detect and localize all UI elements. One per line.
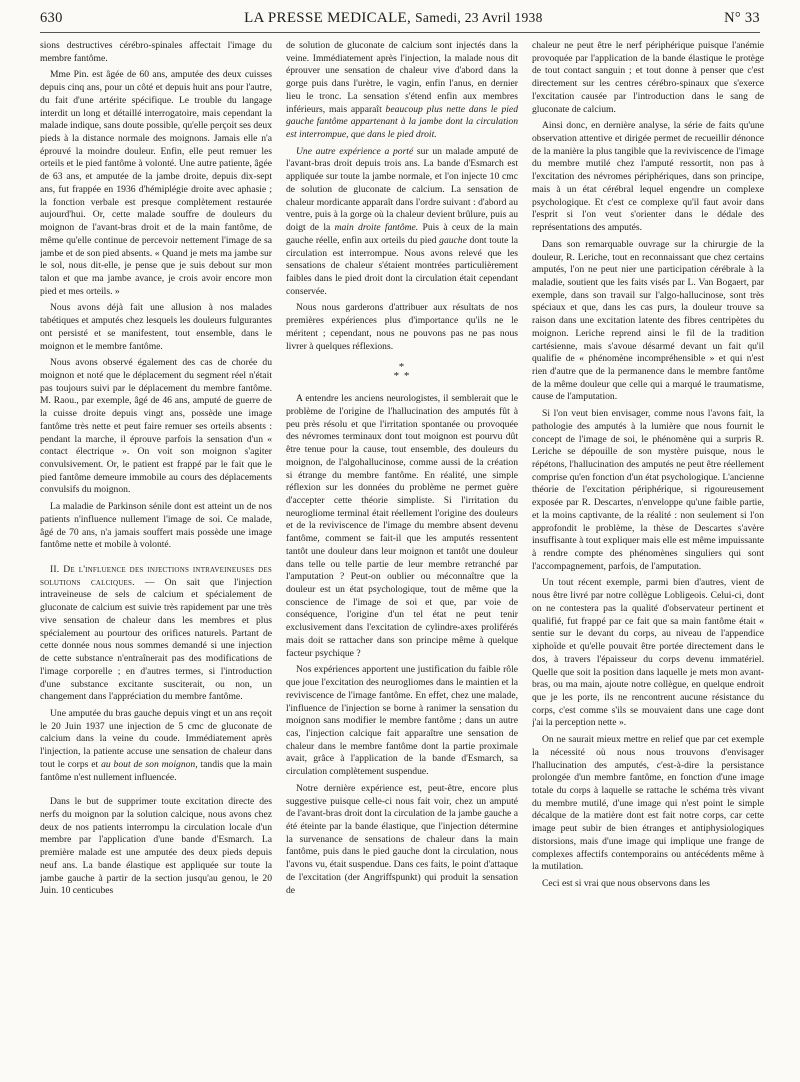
issue-date: Samedi, 23 Avril 1938 (415, 10, 543, 25)
paragraph: Ceci est si vrai que nous observons dans les (542, 878, 710, 889)
column-1 (40, 40, 272, 1076)
column-3 (532, 40, 764, 1076)
paragraph: Nous nous garderons d'attribuer aux résultats de nos premières expériences plus d'importance qu'ils ne le méritent ; cependant, nous ne pouvons pas ne pas nous livrer à quelques réflexions. (286, 302, 518, 352)
page-header (40, 10, 760, 33)
paragraph: Dans le but de supprimer toute excitation directe des nerfs du moignon par la solution calcique, nous avons chez deux de nos patients interrompu la circulation locale d'un membre par l'application d'une bande d'Esmarch. La première malade est une amputée des deux pieds depuis neuf ans. La bande élastique est appliquée sur toute la jambe gauche à partir de la section jusqu'au genou, le 20 Juin. 10 centicubes (40, 796, 272, 897)
paragraph: Une autre expérience a porté sur un malade amputé de l'avant-bras droit depuis trois ans. La bande d'Esmarch est appliquée sur toute la jambe normale, et l'on injecte 10 cmc de solution de gluconate de calcium. La sensation de chaleur mordicante apparaît dans l'ordre suivant : d'abord au ventre, puis à la gorge où la chaleur devient brûlure, puis au doigt de la main droite fantôme. Puis à ceux de la main gauche réelle, enfin aux orteils du pied gauche dont toute la circulation est interrompue. Nous avons relevé que les sensations de chaleur s'étaient montrées particulièrement faibles dans le pied droit dont la circulation était cependant conservée. (286, 145, 518, 297)
section-separator: * * * (393, 361, 411, 383)
journal-name: LA PRESSE MEDICALE, (244, 10, 412, 26)
paragraph: Ainsi donc, en dernière analyse, la série de faits qu'une observation attentive et dirigée permet de recueillir dénonce de la manière la plus tangible que la reviviscence de l'image du membre mutilé chez l'amputé ressortit, non pas à l'excitation des névromes périphériques, dans son principe, mais à un état cérébral lequel engendre un complexe psychologique. Et c'est ce complexe qu'il faut avoir dans l'esprit si l'on veut s'orienter dans le dédale des représentations des amputés. (532, 120, 764, 234)
paragraph: Mme Pin. est âgée de 60 ans, amputée des deux cuisses depuis cinq ans, pour un côté et depuis huit ans pour l'autre, du fait d'une artérite spécifique. Le trouble du langage interdit un long et détaillé interrogatoire, mais cependant la malade indique, sans doute possible, qu'elle perçoit ses deux pieds à la distance normale des moignons. Jamais elle n'a éprouvé la moindre douleur. Enfin, elle peut remuer les orteils et le pied fantôme à volonté. Une autre patiente, âgée de 63 ans, et amputée de la jambe droite, depuis dix-sept ans, fut frappée en 1936 d'hémiplégie droite avec aphasie ; la fonction verbale est presque complètement restaurée aujourd'hui. Or, cette malade souffre de douleurs du moignon de l'avant-bras droit et de la main fantôme, de même qu'elle continue de percevoir nettement l'image de sa jambe et de son pied absents. « Quand je mets ma jambe sur le sol, nous dit-elle, je pense que je suis debout sur mon talon et que ma jambe avance, je crois avoir encore mon pied et mes orteils. » (40, 69, 272, 297)
paragraph: Si l'on veut bien envisager, comme nous l'avons fait, la pathologie des amputés à la lumière que nous fournit le concept de l'image de soi, le phénomène qui a surpris R. Leriche se dépouille de son mystère puisque, nous le répétons, l'hallucination des amputés ne peut être réellement comprise qu'en fonction d'un état psychologique. L'ancienne théorie de l'excitation périphérique, si rigoureusement exposée par R. Descartes, n'enveloppe qu'une faible partie, et la moins captivante, de la réalité : non seulement si l'on approfondit le problème, la thèse de Descartes s'avère insuffisante à tout expliquer mais elle est même impuissante à rendre compte des phénomènes singuliers qui sont l'accompagnement, parfois, de l'amputation. (532, 408, 764, 572)
journal-title (244, 10, 543, 27)
section-paragraph: II. De l'influence des injections intraveineuses des solutions calciques. — On sait que l'injection intraveineuse de sels de calcium et spécialement de gluconate de calcium est suivie très rapidement par une très vive sensation de chaleur dans les membres et plus spécialement au pourtour des orifices naturels. Partant de cette donnée nous nous sommes demandé si une injection de cette substance n'entraînerait pas des modifications de l'image corporelle ; en d'autres termes, si l'introduction d'une substance excitante susciterait, ou non, un changement dans l'appréciation du membre fantôme. (40, 564, 272, 703)
paragraph: Une amputée du bras gauche depuis vingt et un ans reçoit le 20 Juin 1937 une injection de 5 cmc de gluconate de calcium dans la veine du coude. Immédiatement après l'injection, la patiente accuse une sensation de chaleur dans tout le corps et au bout de son moignon, tandis que la main fantôme n'est nullement influencée. (40, 707, 272, 783)
article-columns (40, 40, 766, 1076)
column-2 (286, 40, 518, 1076)
paragraph: chaleur ne peut être le nerf périphérique puisque l'anémie provoquée par l'application de la bande élastique le protège de tout contact sanguin ; et tout donne à penser que c'est directement sur les centres cérébro-spinaux que s'exerce l'excitation causée par l'introduction dans le sang de gluconate de calcium. (532, 40, 764, 115)
paragraph: sions destructives cérébro-spinales affectait l'image du membre fantôme. (40, 40, 272, 64)
paragraph: La maladie de Parkinson sénile dont est atteint un de nos patients n'influence nullement l'image de soi. Ce malade, âgé de 70 ans, n'a jamais souffert mais possède une image fantôme nette et mobile à volonté. (40, 501, 272, 551)
paragraph: Nous avons déjà fait une allusion à nos malades tabétiques et amputés chez lesquels les douleurs fulgurantes ont persisté et se manifestent, tout ensemble, dans le moignon et le membre fantôme. (40, 302, 272, 352)
section-heading: II. De l'influence des injections intraveineuses des solutions calciques. (40, 564, 272, 588)
paragraph: On ne saurait mieux mettre en relief que par cet exemple la nécessité où nous nous trouvons d'envisager l'hallucination des amputés, c'est-à-dire la persistance prolongée d'un membre fantôme, en fonction d'une image totale du corps à laquelle se rattache le schéma très vivant du membre mutilé, d'une image qui n'est point le simple décalque de la matière dont est fait notre corps, car cette image peut subir de bien étranges et antiphysiologiques distorsions, mais d'une image qui implique une frange de complexes affectifs contemporains ou antécédents même à la mutilation. (532, 734, 764, 873)
paragraph: A entendre les anciens neurologistes, il semblerait que le problème de l'origine de l'hallucination des amputés fût à peu près résolu et que l'irritation spontanée ou provoquée des névromes terminaux dont tout moignon est pourvu dût être tenue pour la cause, tout ensemble, des douleurs du moignon, de l'algohallucinose, comme aussi de la création si étrange du membre fantôme. En réalité, une simple réflexion sur les données du problème ne permet guère d'accepter cette théorie simpliste. Si l'irritation du neurogliome terminal était réellement l'origine des douleurs et de la reviviscence de l'image du membre absent devenu fantôme, comment se fait-il que les amputés ressentent tantôt une douleur dans leur moignon et tantôt une douleur dans telle ou telle partie de leur membre retranché par l'amputation ? Peut-on oublier ou méconnaître que la douleur est un état psychologique, tout de même que la conscience de l'image de soi et que, par voie de conséquence, l'origine d'un tel état ne peut tenir exclusivement dans l'excitation de cylindre-axes proliférés mais doit se rattacher dans son principe même à quelque facteur psychique ? (286, 393, 518, 659)
paragraph: de solution de gluconate de calcium sont injectés dans la veine. Immédiatement après l'injection, la malade nous dit éprouver une sensation de chaleur vive d'abord dans la gorge puis dans l'urètre, le vagin, enfin l'anus, en dernier lieu le tronc. La sensation s'étend enfin aux membres inférieurs, mais apparaît beaucoup plus nette dans le pied gauche fantôme appartenant à la jambe dont la circulation est interrompue, que dans le pied droit. (286, 40, 518, 141)
issue-number: N° 33 (724, 10, 760, 26)
paragraph: Nous avons observé également des cas de chorée du moignon et noté que le déplacement du segment réel n'était pas toujours suivi par le déplacement du membre fantôme. M. Raou., par exemple, âgé de 46 ans, amputé de guerre de la cuisse droite depuis vingt ans, possède une image fantôme très nette et peut faire remuer ses orteils absents : pendant la marche, il éprouve parfois la sensation d'un « contact électrique ». On voit son moignon s'agiter convulsivement. Or, le patient est frappé par le fait que le pied fantôme demeure immobile au cours des déplacements convulsifs du moignon. (40, 357, 272, 496)
paragraph: Notre dernière expérience est, peut-être, encore plus suggestive puisque celle-ci nous fait voir, chez un amputé de l'avant-bras droit dont la circulation de la jambe gauche a été éteinte par la bande élastique, que l'injection détermine la survenance de sensations de chaleur dans la main fantôme, puis dans le pied gauche dont la circulation, nous l'avons vu, était suspendue. Dans ces faits, le point d'attaque de l'excitation (der Angriffspunkt) qui produit la sensation de (286, 782, 518, 896)
page-number: 630 (40, 10, 63, 26)
paragraph: Dans son remarquable ouvrage sur la chirurgie de la douleur, R. Leriche, tout en reconnaissant que chez certains amputés, l'on ne peut nier une participation cérébrale à la maladie, soutient que les faits visés par L. Van Bogaert, par exemple, dans son travail sur l'algo-hallucinose, sont très spéciaux et que, dans les cas purs, la douleur trouve sa raison dans une excitation latente des fibres centripètes du moignon. Leriche reprend ainsi le fil de la tradition cartésienne, mais s'avoue désarmé devant un fait qu'il qualifie de « phénomène incompréhensible » et qui n'est rien d'autre que de la permanence dans le membre fantôme de la même douleur que celle qui a marqué le traumatisme, cause de l'amputation. (532, 238, 764, 403)
paragraph: Un tout récent exemple, parmi bien d'autres, vient de nous être livré par notre collègue Lobligeois. Celui-ci, dont on ne contestera pas la qualité d'observateur pertinent et qualifié, fut frappé par ce fait que sa main fantôme était « sentie sur le devant du corps, au niveau de l'appendice xiphoïde et qu'elle pouvait être portée directement dans le dos, à travers l'épaisseur du corps devenu immatériel. Quelle que soit la position dans laquelle je mets mon avant-bras, ou ma main, ajoute notre collègue, en quelque endroit que je les porte, ils ne rencontrent aucune résistance du corps, c'est comme s'ils se mouvaient dans une cage dont j'ai la perception nette ». (532, 577, 764, 729)
paragraph: Nos expériences apportent une justification du faible rôle que joue l'excitation des neurogliomes dans le maintien et la reviviscence de l'image fantôme. En effet, chez une malade, l'influence de l'injection se borne à ranimer la sensation du moignon sans modifier le membre fantôme ; dans un autre cas, l'injection calcique fait apparaître une sensation de chaleur dans le membre fantôme dont la partie proximale avait, grâce à l'application de la bande d'Esmarch, sa circulation complètement suspendue. (286, 664, 518, 778)
